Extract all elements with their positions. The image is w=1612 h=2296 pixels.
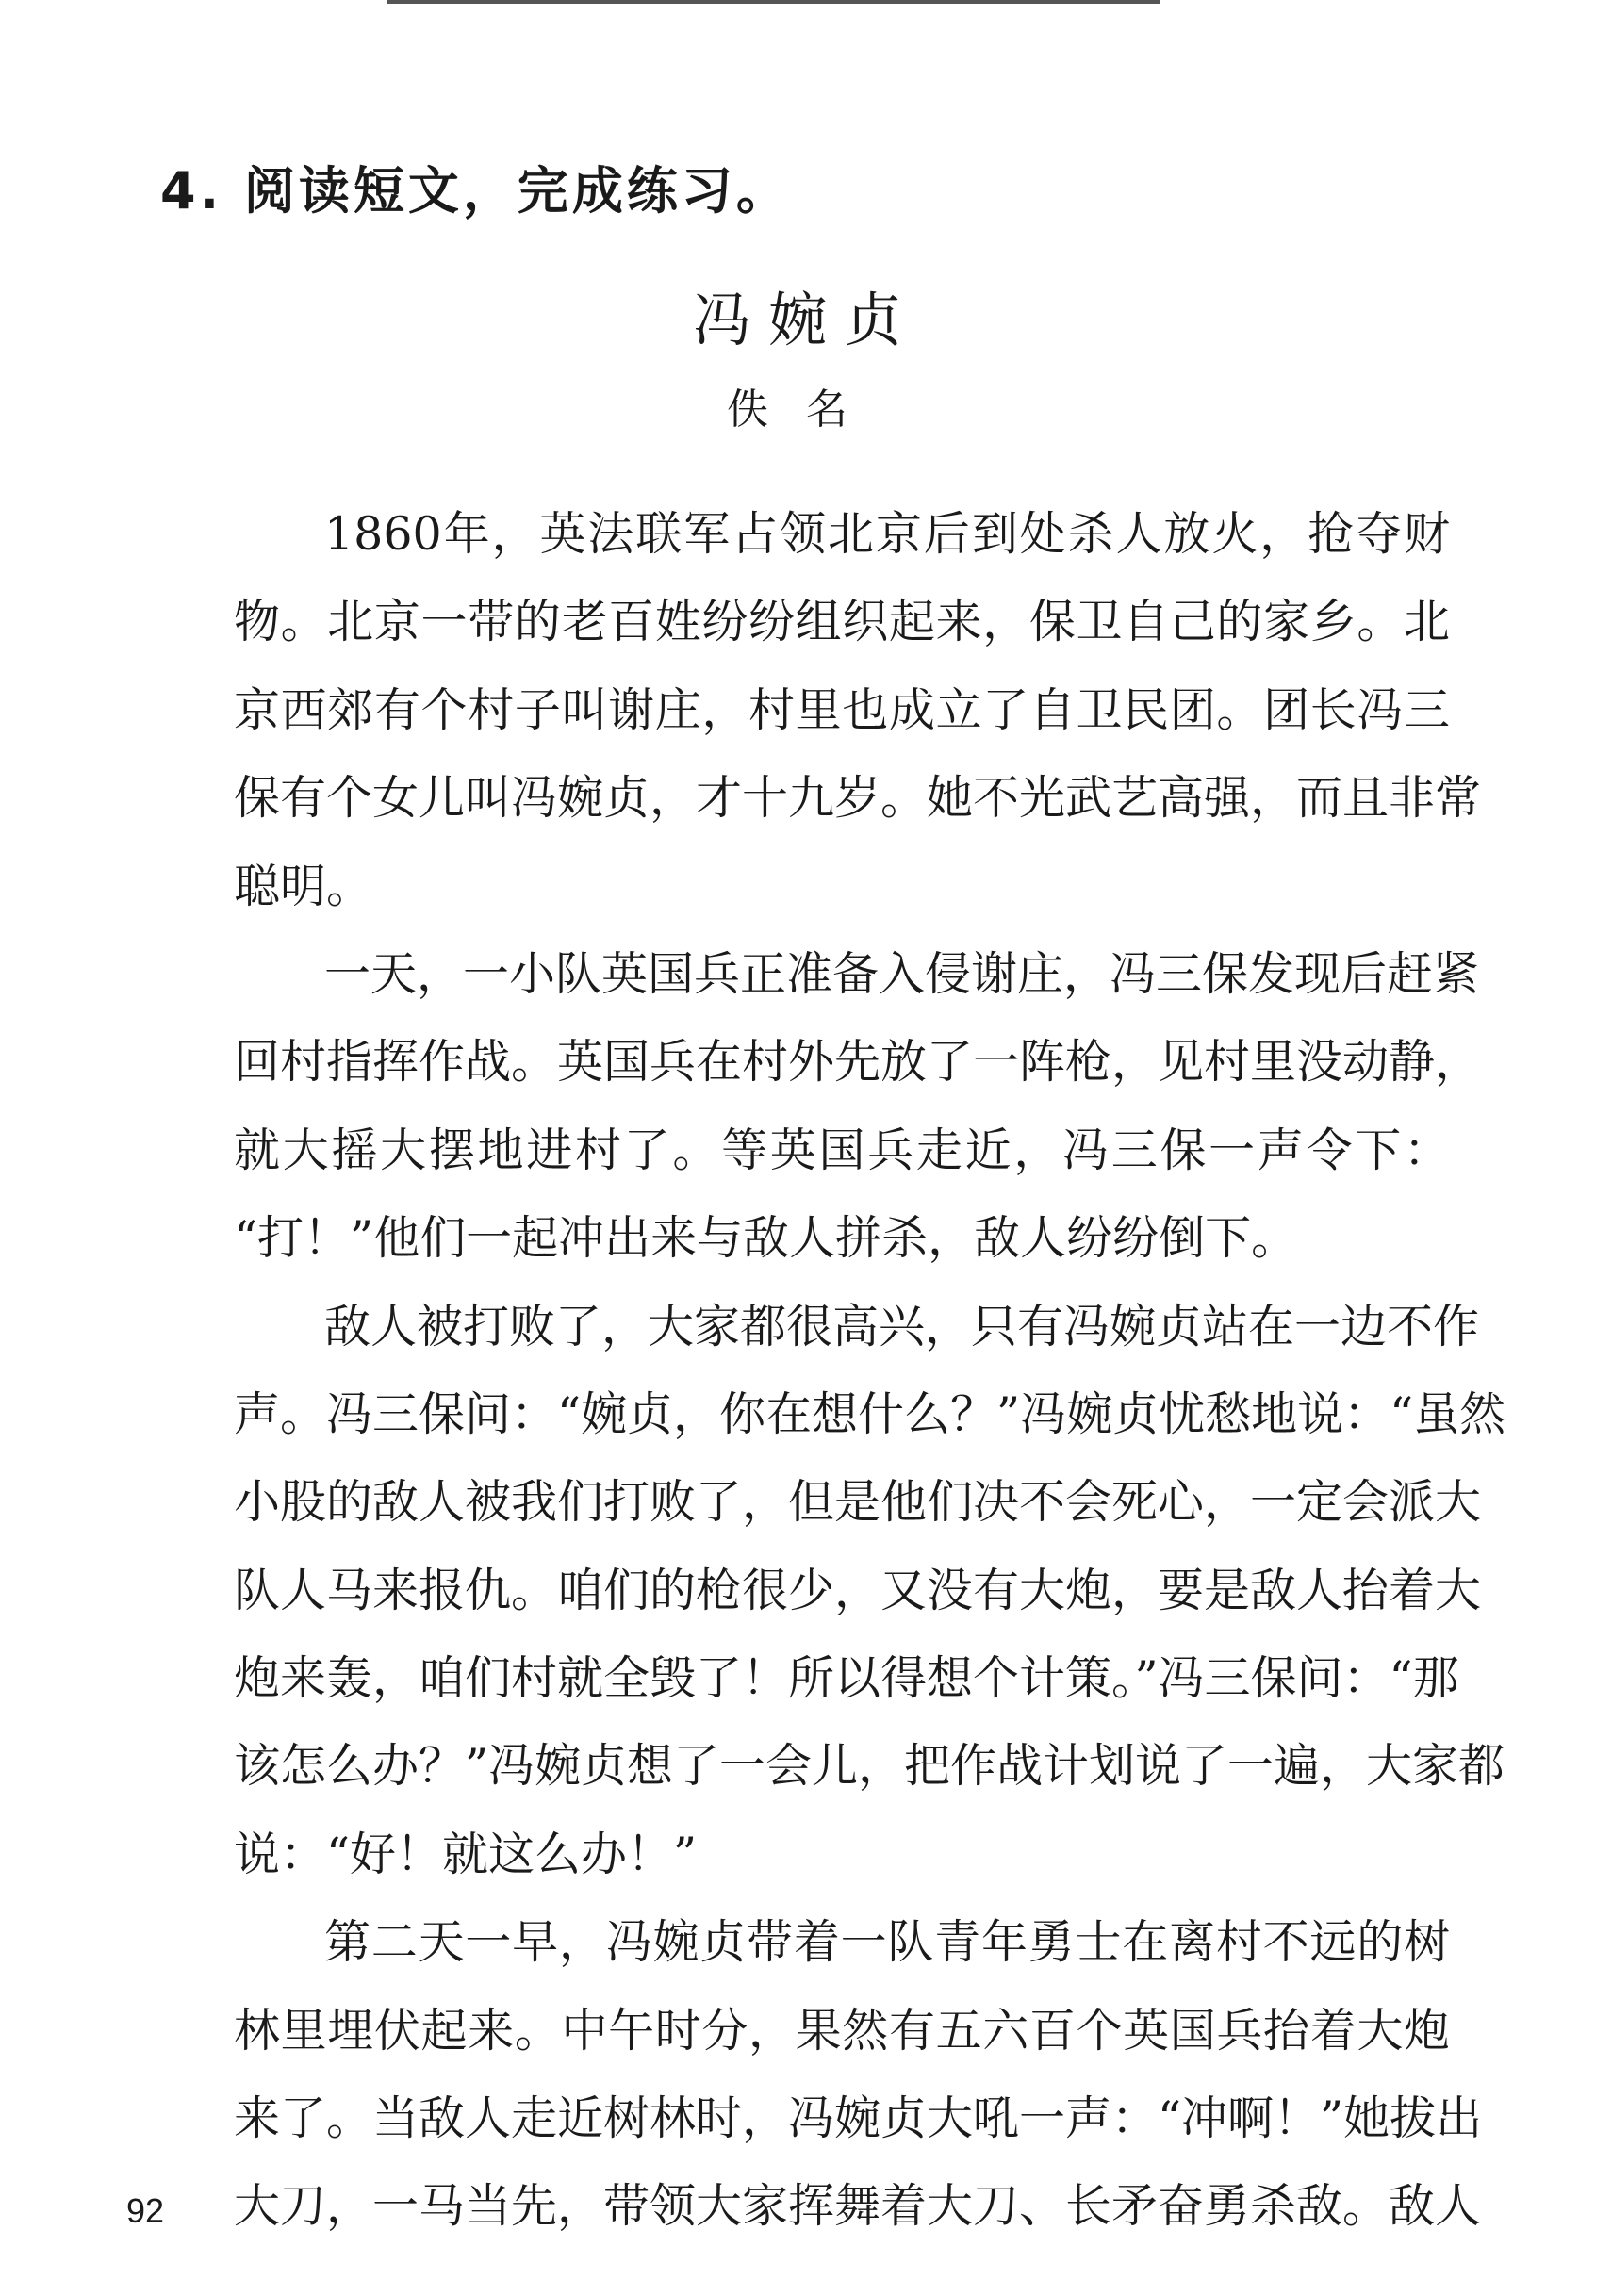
text-line: 声。冯三保问：“婉贞，你在想什么？”冯婉贞忧愁地说：“虽然	[234, 1386, 1506, 1441]
text-line: 小股的敌人被我们打败了，但是他们决不会死心，一定会派大	[234, 1475, 1482, 1530]
text-line: 大刀，一马当先，带领大家挥舞着大刀、长矛奋勇杀敌。敌人	[234, 2179, 1482, 2234]
text-line: 聪明。	[234, 859, 373, 913]
page-number: 92	[126, 2191, 165, 2230]
text-line: 该怎么办？”冯婉贞想了一会儿，把作战计划说了一遍，大家都	[234, 1739, 1505, 1794]
text-line: 队人马来报仇。咱们的枪很少，又没有大炮，要是敌人抬着大	[234, 1563, 1482, 1617]
article-author: 佚名	[727, 385, 885, 434]
text-line: 一天，一小队英国兵正准备入侵谢庄，冯三保发现后赶紧	[324, 946, 1480, 1001]
text-line: 说：“好！就这么办！”	[234, 1827, 698, 1881]
text-line: 回村指挥作战。英国兵在村外先放了一阵枪，见村里没动静，	[234, 1035, 1482, 1090]
question-heading: 4. 阅读短文，完成练习。	[160, 161, 791, 221]
text-line: 京西郊有个村子叫谢庄，村里也成立了自卫民团。团长冯三	[234, 682, 1450, 737]
text-line: “打！”他们一起冲出来与敌人拼杀，敌人纷纷倒下。	[234, 1211, 1298, 1266]
article-body	[234, 490, 1506, 2251]
text-line: 第二天一早，冯婉贞带着一队青年勇士在离村不远的树	[324, 1915, 1450, 1970]
text-line: 来了。当敌人走近树林时，冯婉贞大吼一声：“冲啊！”她拔出	[234, 2091, 1483, 2146]
text-line: 敌人被打败了，大家都很高兴，只有冯婉贞站在一边不作	[324, 1299, 1480, 1353]
text-line: 炮来轰，咱们村就全毁了！所以得想个计策。”冯三保问：“那	[234, 1651, 1459, 1706]
top-rule	[387, 0, 1160, 4]
text-line: 林里埋伏起来。中午时分，果然有五六百个英国兵抬着大炮	[234, 2003, 1450, 2058]
text-line: 就大摇大摆地进村了。等英国兵走近，冯三保一声令下：	[234, 1123, 1450, 1177]
text-line: 保有个女儿叫冯婉贞，才十九岁。她不光武艺高强，而且非常	[234, 771, 1482, 826]
text-line: 1860年，英法联军占领北京后到处杀人放火，抢夺财	[324, 507, 1450, 561]
article-title: 冯婉贞	[692, 286, 919, 354]
text-line: 物。北京一带的老百姓纷纷组织起来，保卫自己的家乡。北	[234, 595, 1450, 649]
